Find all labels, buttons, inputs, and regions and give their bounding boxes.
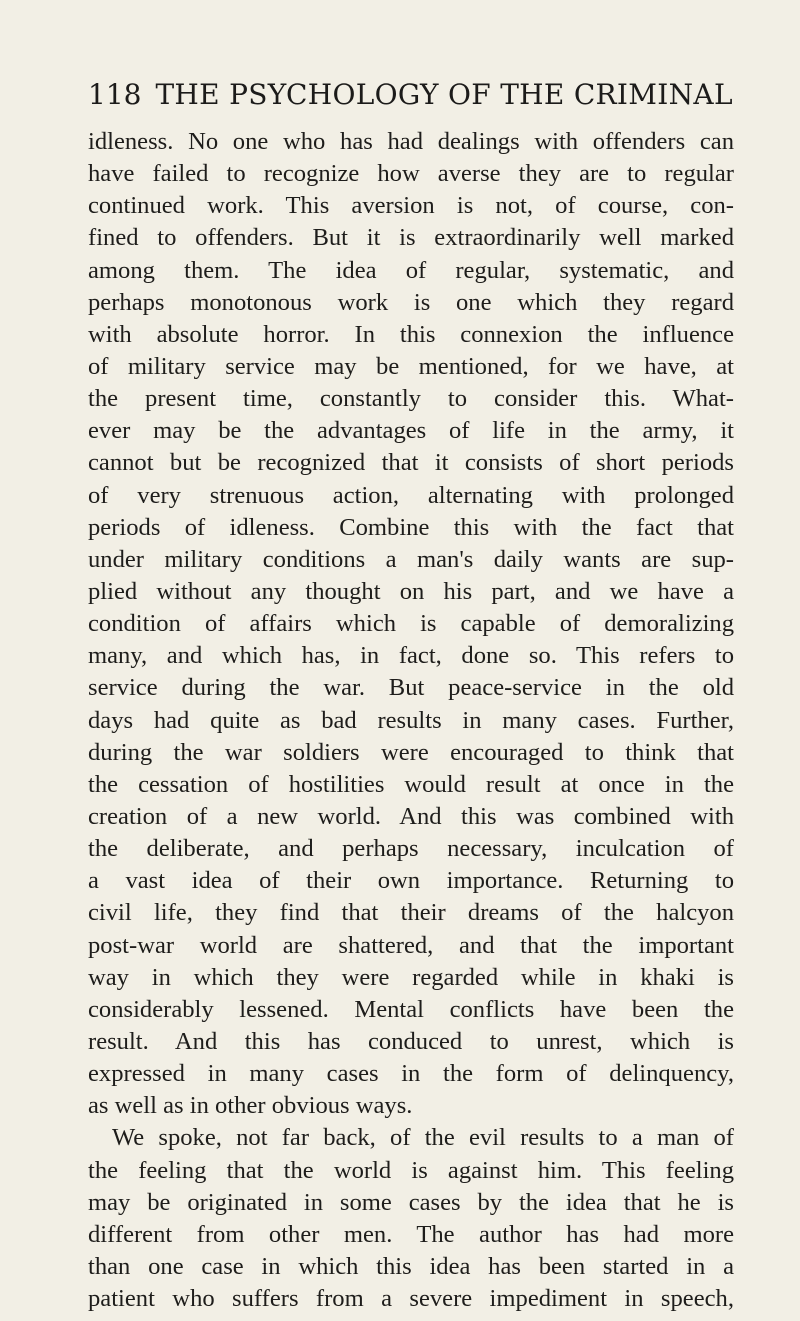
text-line: post-war world are shattered, and that the important: [88, 931, 734, 959]
running-head: THE PSYCHOLOGY OF THE CRIMINAL: [155, 78, 733, 111]
text-line: under military conditions a man's daily wants are sup-: [88, 545, 734, 573]
text-line: condition of affairs which is capable of demoralizing: [88, 610, 734, 638]
text-line: considerably lessened. Mental conflicts have been the: [88, 995, 734, 1023]
text-line: have failed to recognize how averse they are to regular: [88, 160, 734, 188]
text-line: continued work. This aversion is not, of course, con-: [88, 192, 734, 220]
text-line: the feeling that the world is against him. This feeling: [88, 1156, 734, 1184]
text-line: different from other men. The author has had more: [88, 1220, 734, 1248]
text-line: the cessation of hostilities would result at once in the: [88, 770, 734, 798]
text-line: many, and which has, in fact, done so. This refers to: [88, 642, 734, 670]
text-line: periods of idleness. Combine this with the fact that: [88, 513, 734, 541]
paragraph-start-line: We spoke, not far back, of the evil results to a man of: [112, 1124, 734, 1152]
text-line: civil life, they find that their dreams of the halcyon: [88, 899, 734, 927]
body-text: [88, 126, 734, 1315]
paragraph-end-line: as well as in other obvious ways.: [88, 1092, 413, 1120]
text-line: plied without any thought on his part, and we have a: [88, 577, 734, 605]
text-line: of military service may be mentioned, for we have, at: [88, 352, 734, 380]
text-line: with absolute horror. In this connexion the influence: [88, 320, 734, 348]
text-line: the deliberate, and perhaps necessary, inculcation of: [88, 835, 734, 863]
text-line: perhaps monotonous work is one which they regard: [88, 288, 734, 316]
text-line: fined to offenders. But it is extraordinarily well marked: [88, 224, 734, 252]
text-line: during the war soldiers were encouraged to think that: [88, 738, 734, 766]
text-line: way in which they were regarded while in khaki is: [88, 963, 734, 991]
text-line: idleness. No one who has had dealings with offenders can: [88, 128, 734, 155]
text-line: may be originated in some cases by the idea that he is: [88, 1188, 734, 1216]
text-line: service during the war. But peace-service in the old: [88, 674, 734, 702]
text-line: days had quite as bad results in many cases. Further,: [88, 706, 734, 734]
text-line: cannot but be recognized that it consists of short periods: [88, 449, 734, 477]
text-line: a vast idea of their own importance. Returning to: [88, 867, 734, 895]
text-line: result. And this has conduced to unrest, which is: [88, 1027, 734, 1055]
page-number: 118: [88, 78, 142, 111]
text-line: patient who suffers from a severe impediment in speech,: [88, 1285, 734, 1313]
text-line: creation of a new world. And this was combined with: [88, 802, 734, 830]
page-header: [88, 78, 734, 111]
text-line: than one case in which this idea has been started in a: [88, 1252, 734, 1280]
text-line: ever may be the advantages of life in the army, it: [88, 417, 734, 445]
text-line: expressed in many cases in the form of delinquency,: [88, 1060, 734, 1088]
text-line: among them. The idea of regular, systematic, and: [88, 256, 734, 284]
text-line: the present time, constantly to consider this. What-: [88, 385, 734, 413]
text-line: of very strenuous action, alternating with prolonged: [88, 481, 734, 509]
